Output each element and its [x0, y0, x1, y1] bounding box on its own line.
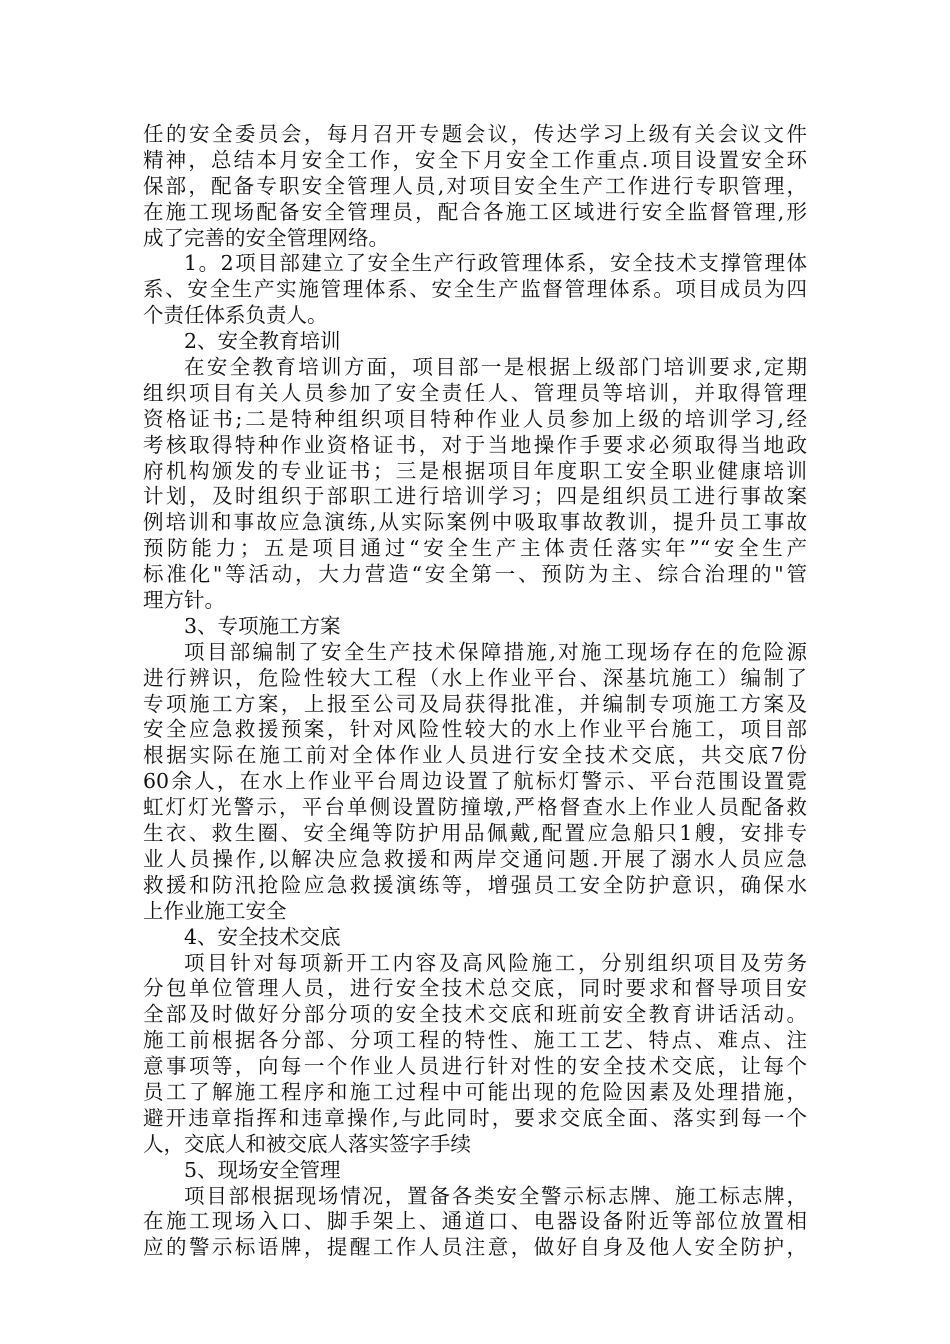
body-line: 府机构颁发的专业证书；三是根据项目年度职工安全职业健康培训: [143, 458, 807, 483]
body-line: 资格证书;二是特种组织项目特种作业人员参加上级的培训学习,经: [143, 406, 807, 431]
body-line: 精神，总结本月安全工作，安全下月安全工作重点.项目设置安全环: [143, 147, 807, 172]
body-line: 例培训和事故应急演练,从实际案例中吸取事故教训，提升员工事故: [143, 510, 807, 535]
body-line: 应的警示标语牌，提醒工作人员注意，做好自身及他人安全防护，: [143, 1235, 807, 1260]
body-line: 保部，配备专职安全管理人员,对项目安全生产工作进行专职管理，: [143, 173, 807, 198]
section-heading: 3、专项施工方案: [184, 613, 341, 638]
body-line: 计划，及时组织于部职工进行培训学习；四是组织员工进行事故案: [143, 484, 807, 509]
body-line: 个责任体系负责人。: [143, 303, 328, 328]
body-line: 进行辨识，危险性较大工程（水上作业平台、深基坑施工）编制了: [143, 665, 807, 690]
body-line: 在施工现场配备安全管理员，配合各施工区域进行安全监督管理,形: [143, 199, 807, 224]
body-line: 标准化"等活动，大力营造“安全第一、预防为主、综合治理的"管: [143, 562, 807, 587]
body-line: 在施工现场入口、脚手架上、通道口、电器设备附近等部位放置相: [143, 1209, 807, 1234]
body-line: 专项施工方案，上报至公司及局获得批准，并编制专项施工方案及: [143, 691, 807, 716]
section-heading: 5、现场安全管理: [184, 1157, 341, 1182]
body-line: 人，交底人和被交底人落实签字手续: [143, 1131, 471, 1156]
body-line: 任的安全委员会，每月召开专题会议，传达学习上级有关会议文件: [143, 122, 807, 146]
body-line: 虹灯灯光警示，平台单侧设置防撞墩,严格督查水上作业人员配备救: [143, 795, 807, 820]
body-line: 系、安全生产实施管理体系、安全生产监督管理体系。项目成员为四: [143, 277, 807, 302]
body-line: 项目针对每项新开工内容及高风险施工，分别组织项目及劳务: [184, 950, 807, 975]
body-line: 施工前根据各分部、分项工程的特性、施工工艺、特点、难点、注: [143, 1028, 807, 1053]
document-body: [143, 122, 807, 1261]
body-line: 分包单位管理人员，进行安全技术总交底，同时要求和督导项目安: [143, 976, 807, 1001]
body-line: 成了完善的安全管理网络。: [143, 225, 389, 250]
body-line: 项目部根据现场情况，置备各类安全警示标志牌、施工标志牌，: [184, 1183, 807, 1208]
body-line: 员工了解施工程序和施工过程中可能出现的危险因素及处理措施，: [143, 1079, 807, 1104]
body-line: 预防能力；五是项目通过“安全生产主体责任落实年”“安全生产: [143, 536, 807, 561]
body-line: 业人员操作,以解决应急救援和两岸交通问题.开展了溺水人员应急: [143, 846, 807, 871]
body-line: 全部及时做好分部分项的安全技术交底和班前安全教育讲话活动。: [143, 1002, 807, 1027]
body-line: 项目部编制了安全生产技术保障措施,对施工现场存在的危险源: [184, 639, 807, 664]
body-line: 避开违章指挥和违章操作,与此同时，要求交底全面、落实到每一个: [143, 1105, 807, 1130]
body-line: 组织项目有关人员参加了安全责任人、管理员等培训，并取得管理: [143, 380, 807, 405]
body-line: 60余人，在水上作业平台周边设置了航标灯警示、平台范围设置霓: [143, 769, 807, 794]
body-line: 在安全教育培训方面，项目部一是根据上级部门培训要求,定期: [184, 355, 807, 380]
section-heading: 4、安全技术交底: [184, 924, 341, 949]
body-line: 1。2项目部建立了安全生产行政管理体系，安全技术支撑管理体: [184, 251, 807, 276]
body-line: 生衣、救生圈、安全绳等防护用品佩戴,配置应急船只1艘，安排专: [143, 821, 807, 846]
body-line: 安全应急救援预案，针对风险性较大的水上作业平台施工，项目部: [143, 717, 807, 742]
body-line: 救援和防汛抢险应急救援演练等，增强员工安全防护意识，确保水: [143, 872, 807, 897]
body-line: 意事项等，向每一个作业人员进行针对性的安全技术交底，让每个: [143, 1054, 807, 1079]
body-line: 考核取得特种作业资格证书，对于当地操作手要求必须取得当地政: [143, 432, 807, 457]
body-line: 上作业施工安全: [143, 898, 287, 923]
body-line: 理方针。: [143, 588, 225, 613]
body-line: 根据实际在施工前对全体作业人员进行安全技术交底，共交底7份: [143, 743, 807, 768]
section-heading: 2、安全教育培训: [184, 329, 341, 354]
